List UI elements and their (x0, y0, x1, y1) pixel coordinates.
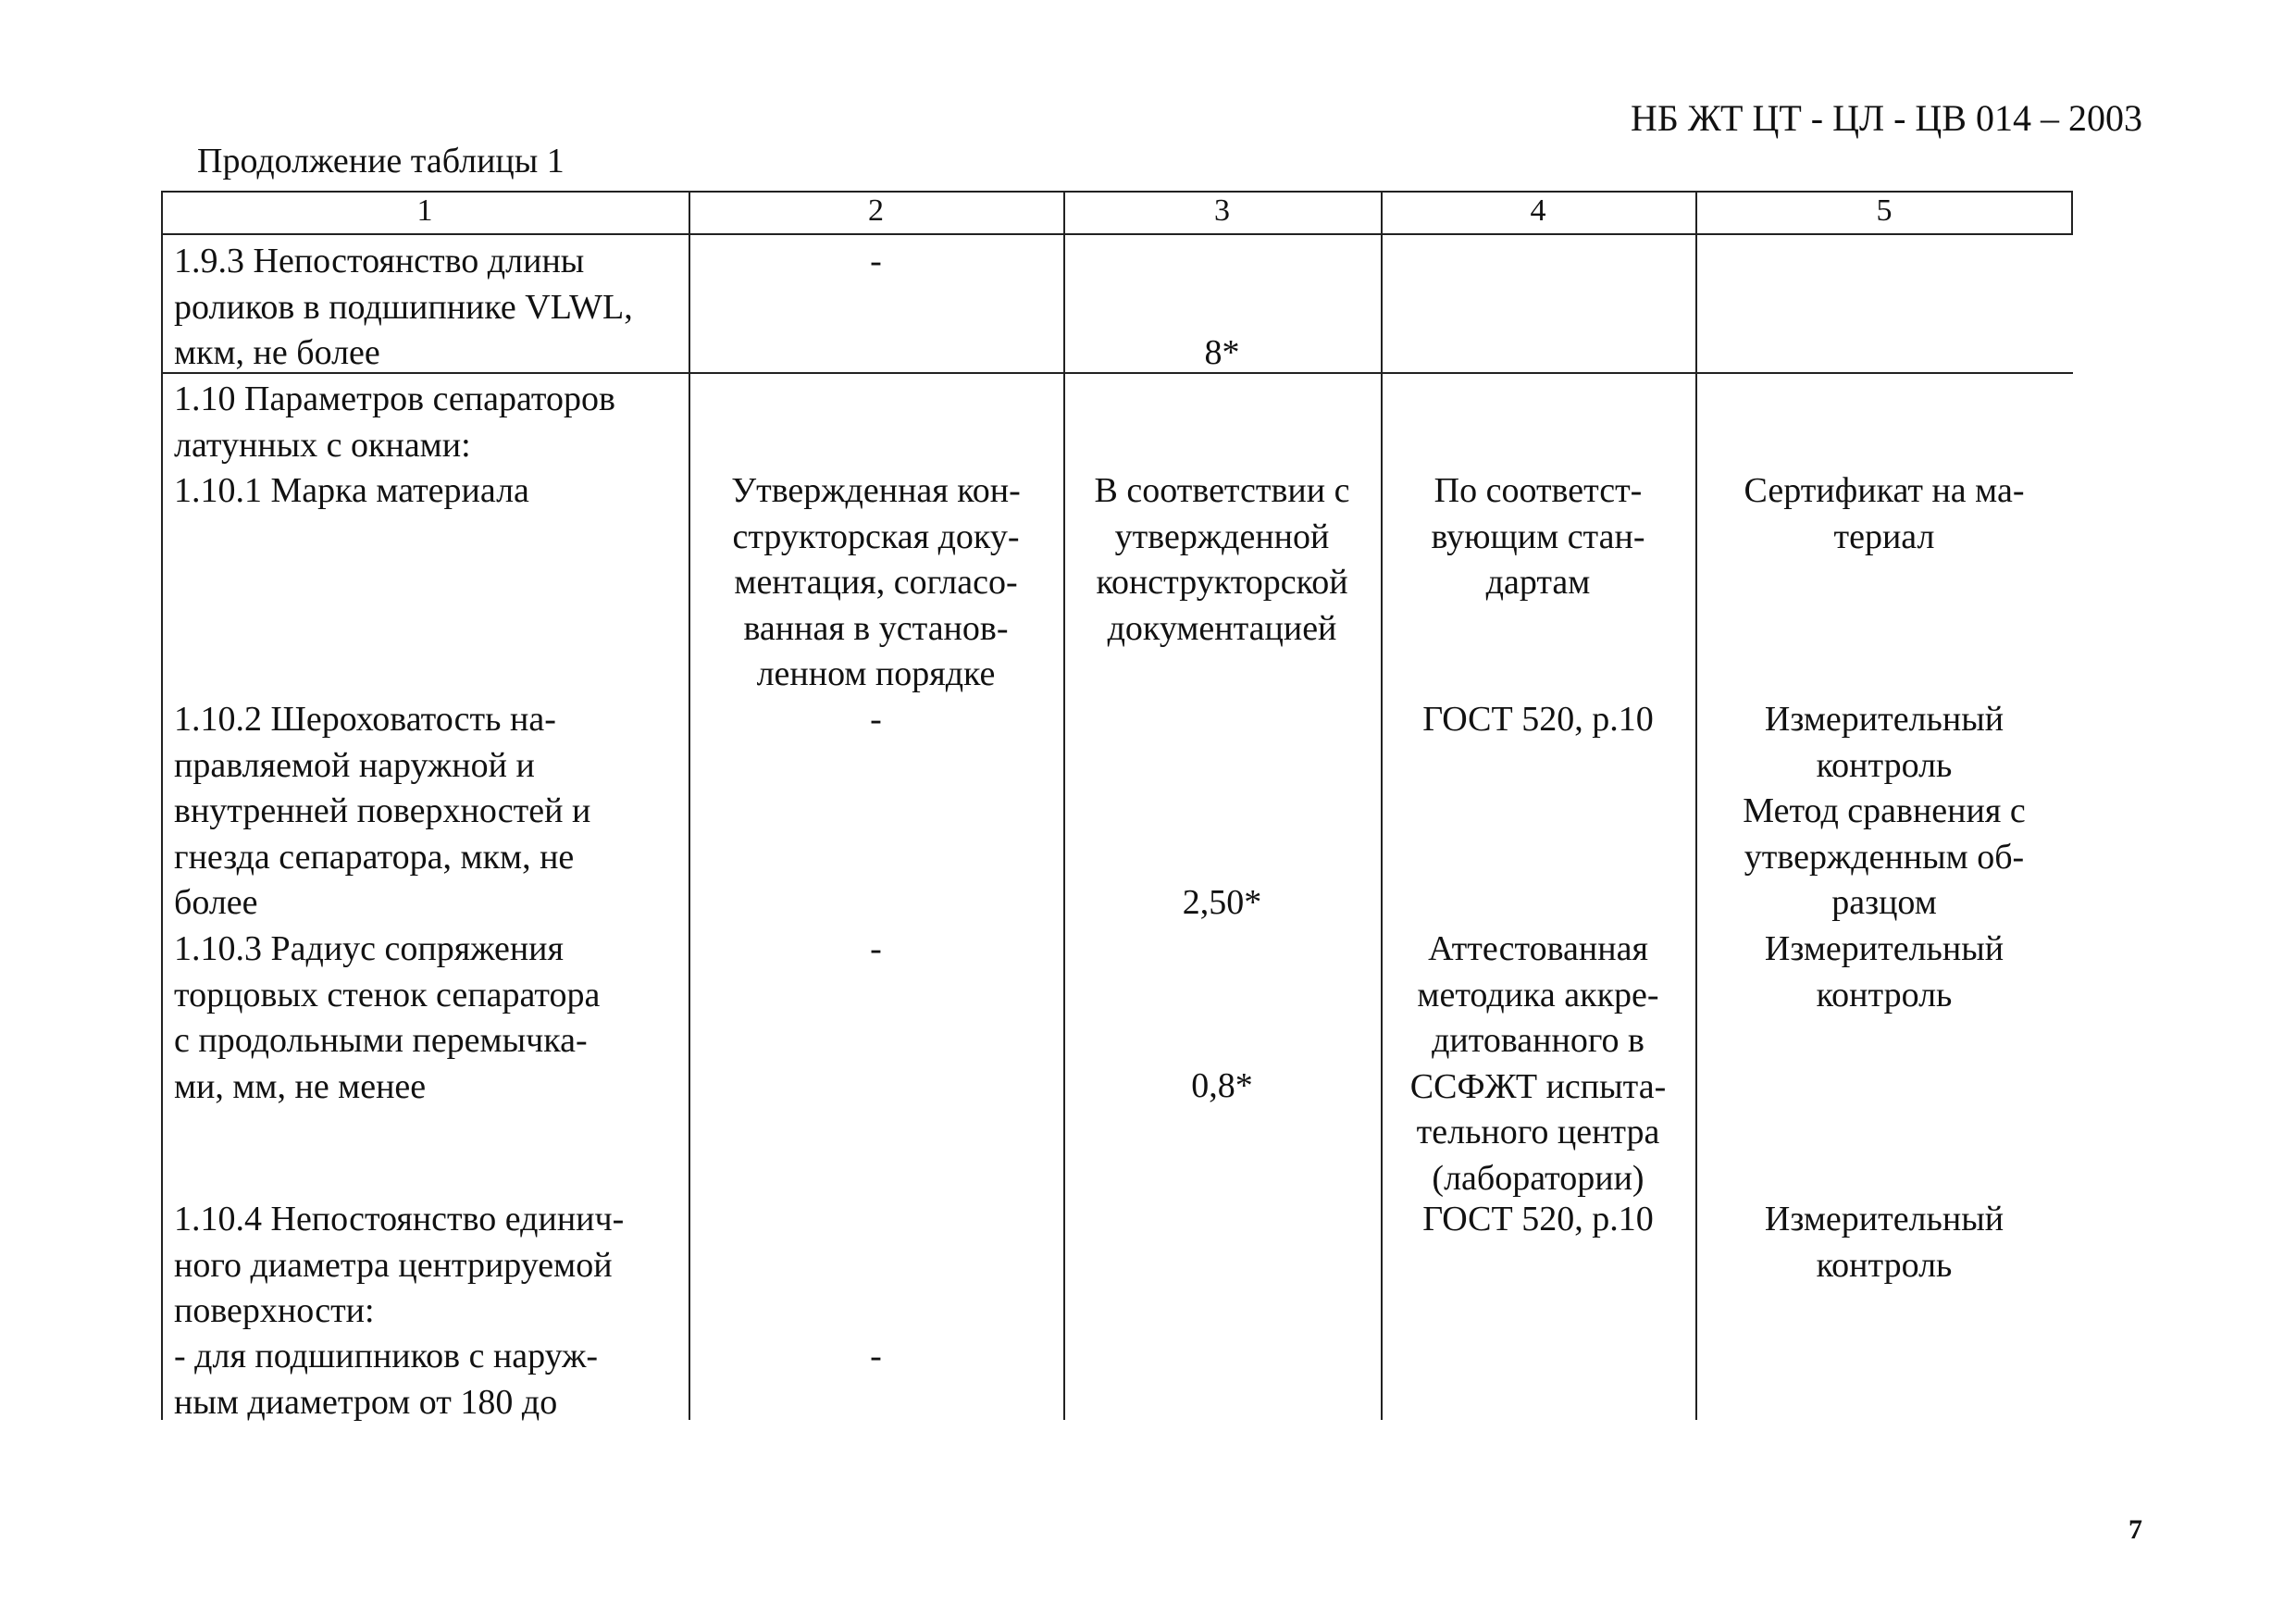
column-header-2: 2 (868, 193, 884, 228)
row-1-10-3-col2: - (870, 929, 882, 968)
column-divider-1 (689, 191, 690, 1420)
row-1-10-1-col5: Сертификат на ма- териал (1744, 471, 2025, 556)
row-1-10-2-parameter: 1.10.2 Шероховатость на- правляемой наружной и внутренней поверхностей и гнезда сепаратора, мкм, не более (174, 700, 591, 922)
row-1-10-2-col5: Измерительный контроль Метод сравнения с утвержденным об- разцом (1743, 700, 2026, 922)
row-1-10-4-col4: ГОСТ 520, р.10 (1422, 1200, 1654, 1238)
row-1-10-2-value: 2,50* (1182, 883, 1262, 922)
row-1-10-1-col4: По соответст- вующим стан- дартам (1431, 471, 1645, 602)
row-1-10-1-col2: Утвержденная кон- структорская доку- ментация, согласо- ванная в установ- ленном порядке (731, 471, 1021, 693)
row-1-10-2-col2: - (870, 700, 882, 739)
row-1-9-3-parameter: 1.9.3 Непостоянство длины роликов в подшипнике VLWL, мкм, не более (174, 242, 633, 372)
row-1-10-4-subitem: - для подшипников с наруж- ным диаметром от 180 до (174, 1337, 599, 1422)
page-number: 7 (2128, 1514, 2142, 1545)
table-border-left (161, 191, 163, 1420)
table-continuation-caption: Продолжение таблицы 1 (197, 142, 565, 180)
column-header-1: 1 (416, 193, 433, 228)
row-1-10-4-col5: Измерительный контроль (1764, 1200, 2004, 1285)
row-1-10-2-col4: ГОСТ 520, р.10 (1422, 700, 1654, 739)
row-1-10-title: 1.10 Параметров сепараторов латунных с окнами: (174, 380, 615, 465)
row-1-10-4-parameter: 1.10.4 Непостоянство единич- ного диаметра центрируемой поверхности: (174, 1200, 625, 1330)
row-1-10-3-col4: Аттестованная методика аккре- дитованного в ССФЖТ испыта- тельного центра (лаборатории) (1409, 929, 1667, 1198)
row-1-10-1-col3: В соответствии с утвержденной конструкторской документацией (1094, 471, 1350, 648)
row-1-10-3-col5: Измерительный контроль (1764, 929, 2004, 1014)
column-header-5: 5 (1876, 193, 1893, 228)
row-1-10-3-value: 0,8* (1191, 1066, 1253, 1105)
row-1-9-3-value: 8* (1204, 333, 1240, 372)
document-code: НБ ЖТ ЦТ - ЦЛ - ЦВ 014 – 2003 (1631, 97, 2142, 139)
row-1-10-1-parameter: 1.10.1 Марка материала (174, 471, 529, 510)
row-1-10-4-subitem-col2: - (870, 1337, 882, 1375)
column-header-3: 3 (1214, 193, 1230, 228)
row-1-9-3-col2: - (870, 242, 882, 280)
row-1-10-3-parameter: 1.10.3 Радиус сопряжения торцовых стенок сепаратора с продольными перемычка- ми, мм, не менее (174, 929, 601, 1106)
parameters-table (161, 191, 2073, 1420)
header-row-divider (161, 233, 2073, 235)
column-header-4: 4 (1530, 193, 1546, 228)
